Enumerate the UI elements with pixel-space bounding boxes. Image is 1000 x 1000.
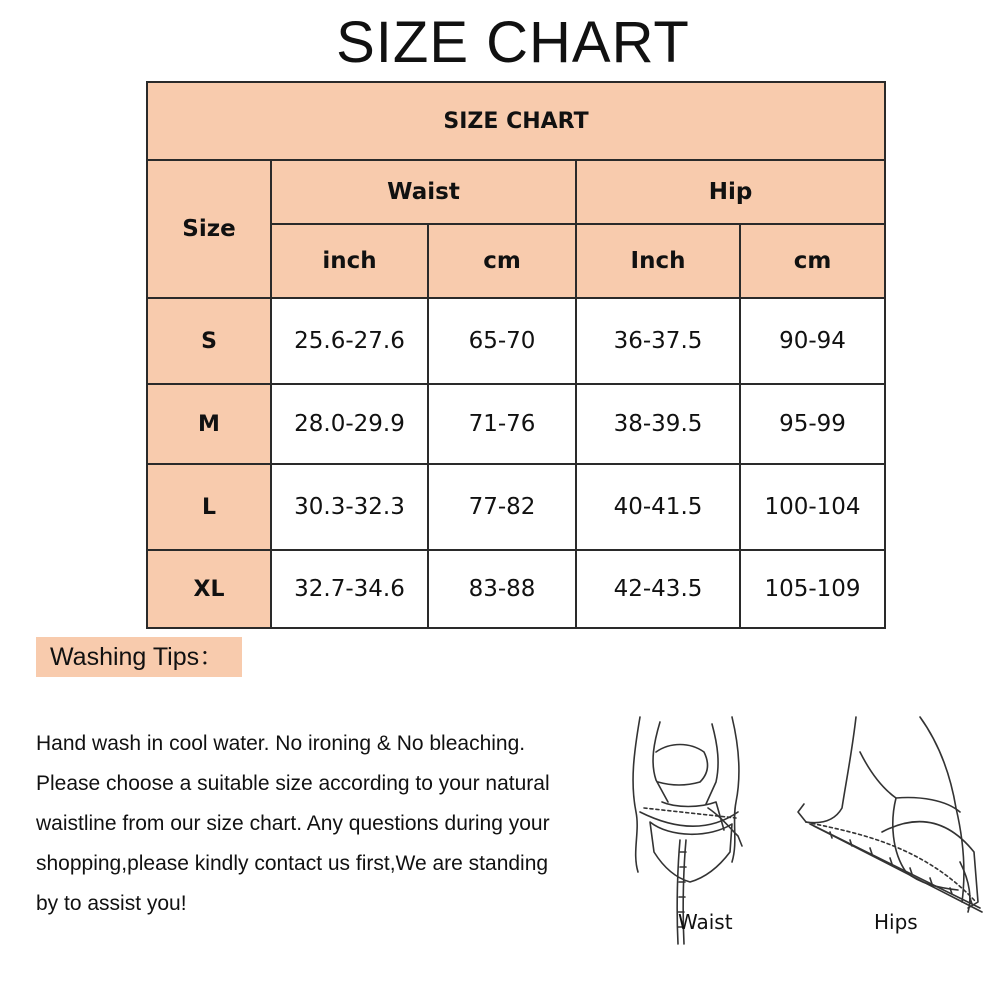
page-title: SIZE CHART (336, 10, 690, 75)
washing-tips-text (36, 724, 616, 924)
side-figure-drawing (798, 717, 982, 912)
size-label: S (147, 298, 271, 384)
tips-line: Hand wash in cool water. No ironing & No bleaching. (36, 732, 526, 755)
size-label: XL (147, 550, 271, 628)
table-cell: 90-94 (740, 298, 885, 384)
table-cell: 30.3-32.3 (271, 464, 428, 550)
hip-inch-header: Inch (576, 224, 740, 298)
waist-inch-header: inch (271, 224, 428, 298)
table-cell: 32.7-34.6 (271, 550, 428, 628)
tips-line: by to assist you! (36, 892, 187, 915)
table-cell: 95-99 (740, 384, 885, 464)
table-row (147, 384, 885, 464)
table-cell: 42-43.5 (576, 550, 740, 628)
waist-cm-header: cm (428, 224, 576, 298)
table-cell: 36-37.5 (576, 298, 740, 384)
table-caption: SIZE CHART (147, 82, 885, 160)
table-cell: 25.6-27.6 (271, 298, 428, 384)
size-column-header: Size (147, 160, 271, 298)
measuring-illustration (620, 712, 990, 952)
washing-tips-label: Washing Tips： (36, 637, 242, 677)
table-cell: 83-88 (428, 550, 576, 628)
table-cell: 65-70 (428, 298, 576, 384)
table-row (147, 550, 885, 628)
table-cell: 28.0-29.9 (271, 384, 428, 464)
table-cell: 71-76 (428, 384, 576, 464)
size-chart-table (146, 81, 886, 629)
table-cell: 40-41.5 (576, 464, 740, 550)
table-cell: 77-82 (428, 464, 576, 550)
size-label: M (147, 384, 271, 464)
measuring-figures-image (620, 712, 990, 952)
table-cell: 38-39.5 (576, 384, 740, 464)
hip-cm-header: cm (740, 224, 885, 298)
table-cell: 105-109 (740, 550, 885, 628)
waist-group-header: Waist (271, 160, 576, 224)
size-label: L (147, 464, 271, 550)
hip-group-header: Hip (576, 160, 885, 224)
hips-figure-label: Hips (874, 910, 918, 934)
table-row (147, 298, 885, 384)
tips-line: shopping,please kindly contact us first,We are standing (36, 852, 549, 875)
tips-line: Please choose a suitable size according to your natural (36, 772, 550, 795)
tips-line: waistline from our size chart. Any questions during your (36, 812, 550, 835)
table-cell: 100-104 (740, 464, 885, 550)
waist-figure-label: Waist (678, 910, 733, 934)
table-row (147, 464, 885, 550)
